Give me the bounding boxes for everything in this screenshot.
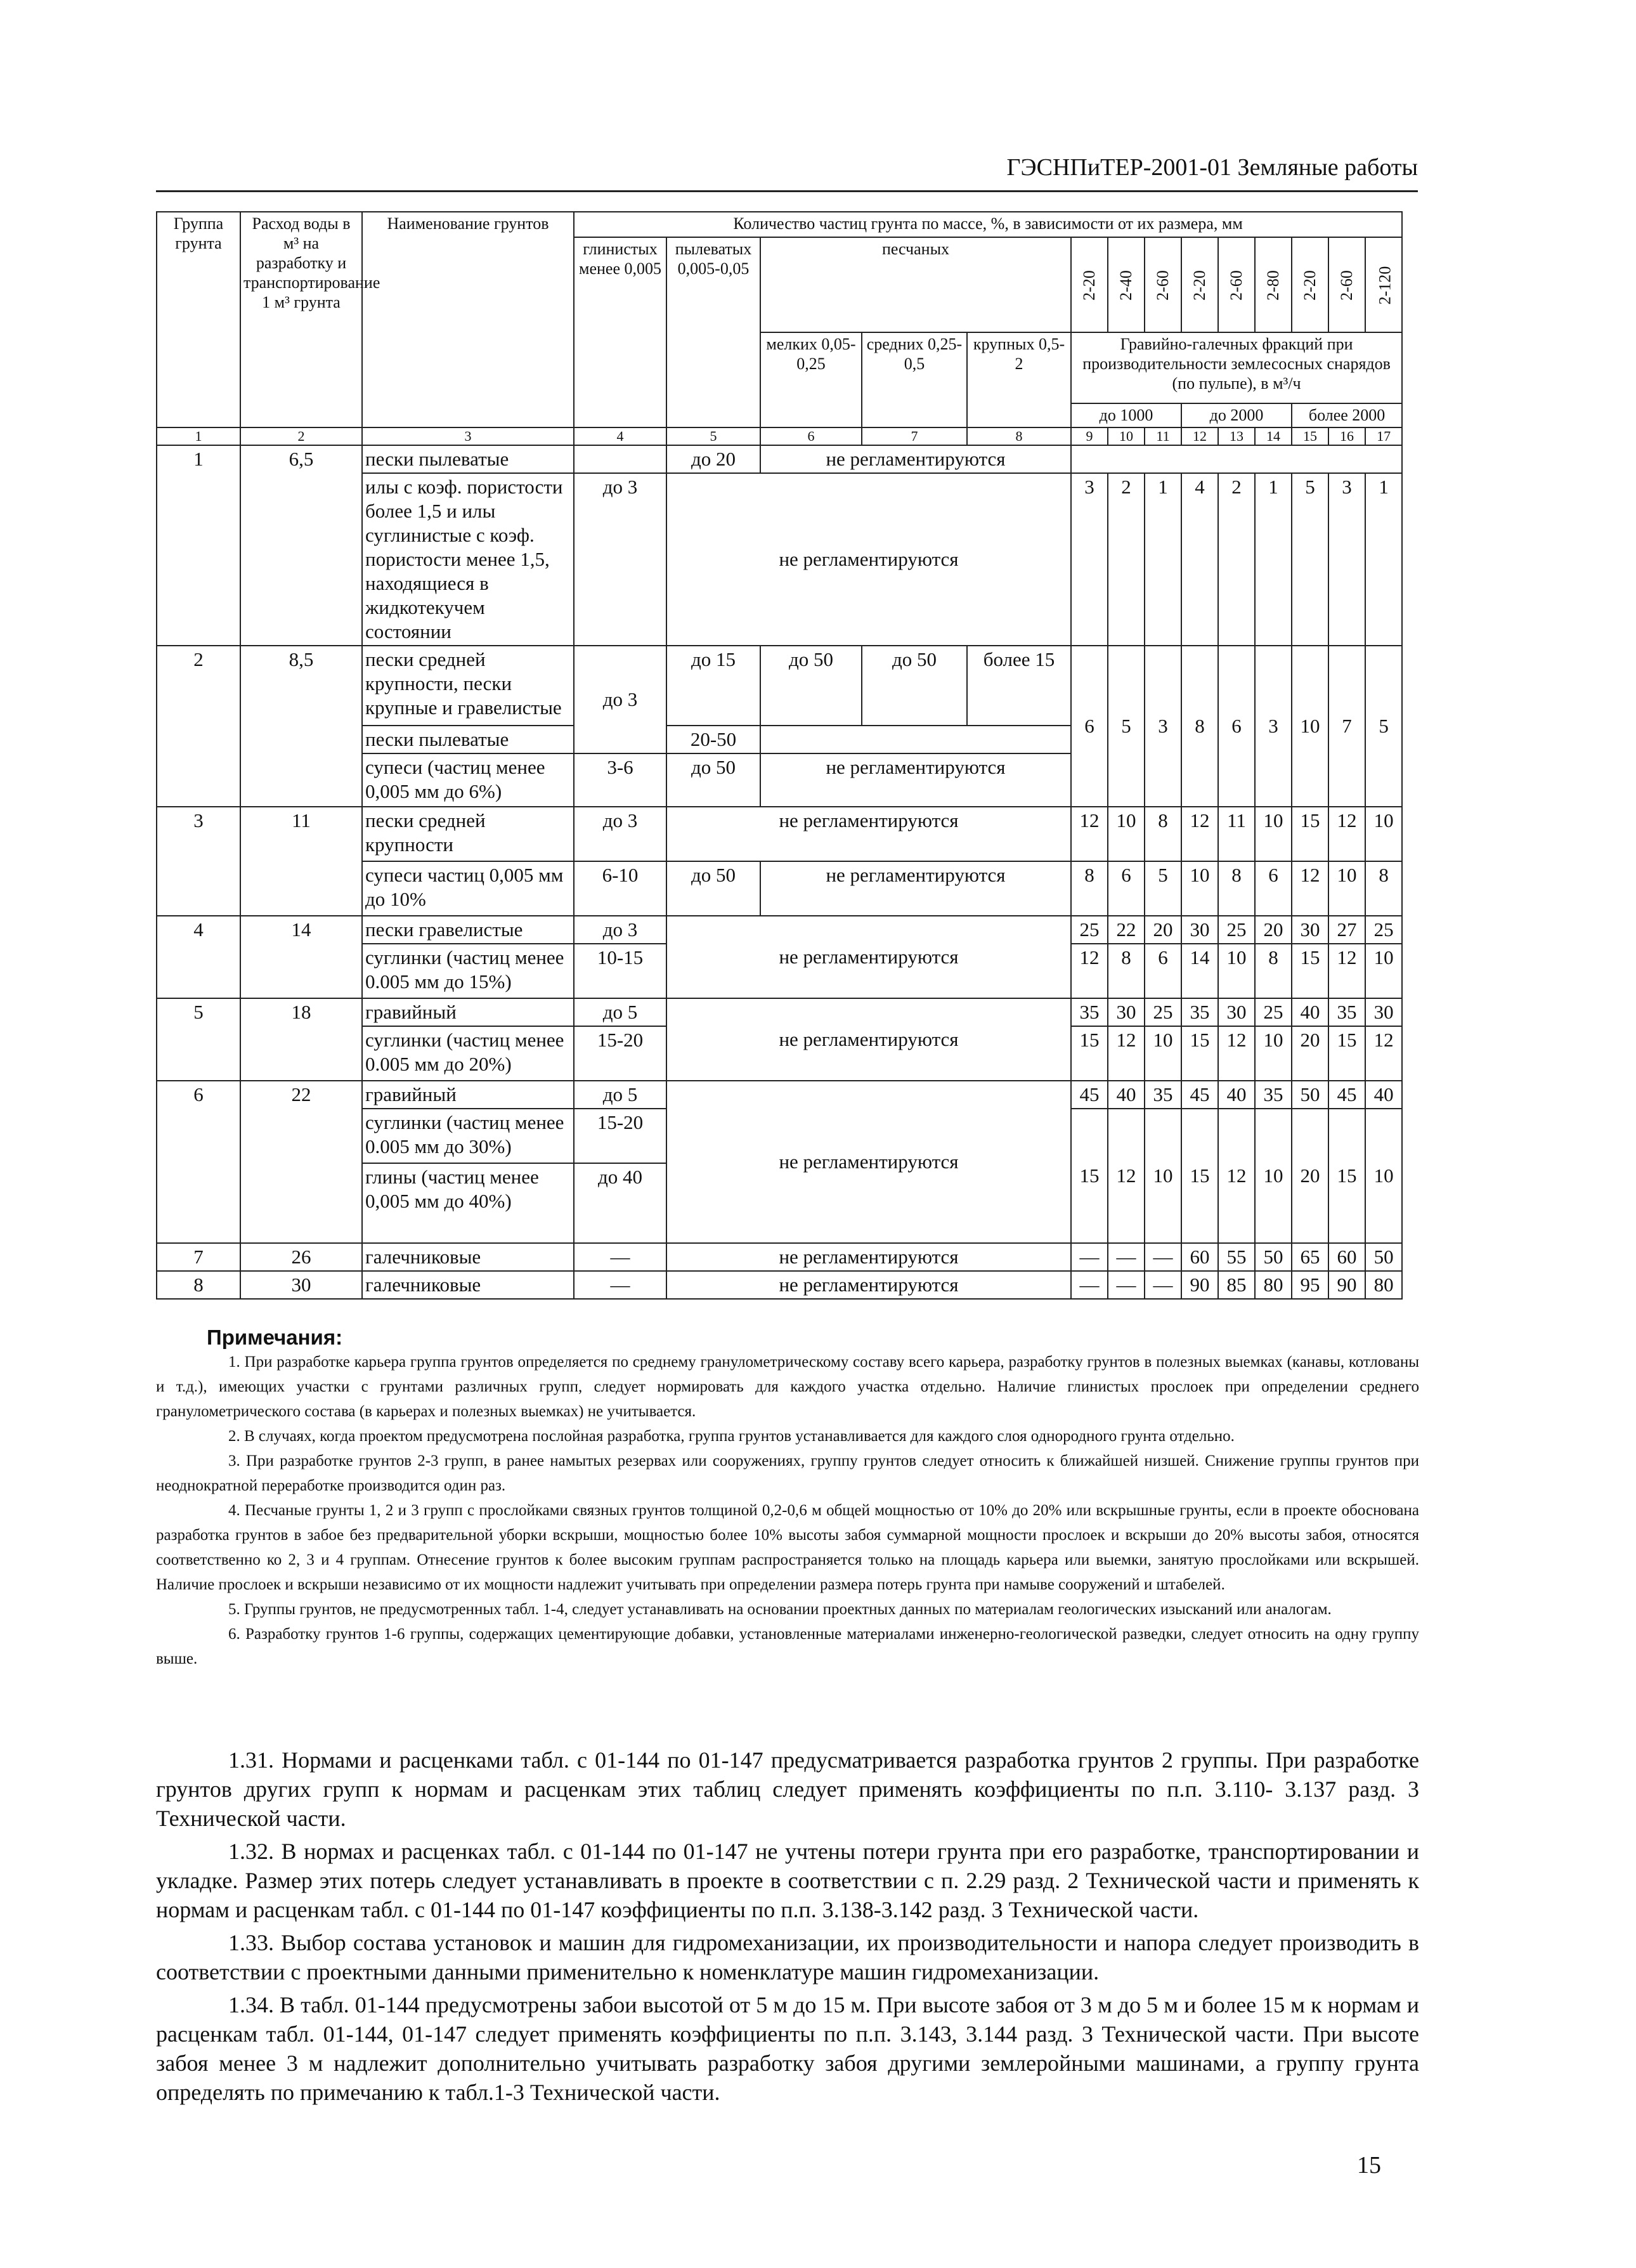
col-number: 14 bbox=[1255, 427, 1292, 445]
cell-coarse: более 15 bbox=[967, 646, 1071, 726]
cell-gravel-value: 15 bbox=[1181, 1026, 1218, 1081]
cell-gravel-value: 45 bbox=[1181, 1081, 1218, 1109]
cell-dust: до 50 bbox=[666, 753, 760, 807]
cell-gravel-value: 10 bbox=[1365, 1109, 1402, 1243]
cell-water: 18 bbox=[240, 998, 362, 1081]
cell-gravel-value: 40 bbox=[1108, 1081, 1145, 1109]
cell-gravel-value: 60 bbox=[1181, 1243, 1218, 1271]
cell-soil-name: галечниковые bbox=[362, 1243, 574, 1271]
cell-dust: до 15 bbox=[666, 646, 760, 726]
cell-not-regulated: не регламентируются bbox=[666, 1081, 1071, 1243]
cell-gravel-value: 1 bbox=[1145, 473, 1181, 646]
cell-gravel-value: 25 bbox=[1071, 916, 1108, 944]
col-number: 4 bbox=[574, 427, 666, 445]
hdr-size: 2-20 bbox=[1292, 237, 1328, 332]
cell-gravel-value: 12 bbox=[1181, 807, 1218, 861]
cell-gravel-value: 20 bbox=[1255, 916, 1292, 944]
hdr-cap: до 2000 bbox=[1181, 403, 1292, 427]
note-item: 1. При разработке карьера группа грунтов определяется по среднему гранулометрическому составу всего карьера, разработку грунтов в полезных выемках (канавы, котлованы и т.д.), имеющих участки с грунтами различных групп, следует нормировать для каждого участка отдельно. Наличие глинистых прослоек при определении среднего гранулометрического состава (в карьерах и полезных выемках) не учитывается. bbox=[156, 1353, 1419, 1420]
cell-gravel-value: 5 bbox=[1145, 861, 1181, 916]
cell-gravel-value: 12 bbox=[1328, 807, 1365, 861]
note-item: 4. Песчаные грунты 1, 2 и 3 групп с прослойками связных грунтов толщиной 0,2-0,6 м общей мощностью от 10% до 20% или вскрышные грунты, если в проекте обоснована разработка грунтов в забое без предварительной уборки вскрыши, мощностью более 10% высоты забоя суммарной мощности прослоек и вскрыши до 20% высоты забоя, относятся соответственно ко 2, 3 и 4 группам. Отнесение грунтов к более высоким группам распространяется только на площадь карьера или выемки, занятую прослойками или вскрышей. Наличие прослоек и вскрыши независимо от их мощности надлежит учитывать при определении размера потерь грунта при намыве сооружений и штабелей. bbox=[156, 1502, 1419, 1593]
col-number: 3 bbox=[362, 427, 574, 445]
cell-gravel-value: 3 bbox=[1071, 473, 1108, 646]
col-number: 2 bbox=[240, 427, 362, 445]
cell-gravel-value: 45 bbox=[1071, 1081, 1108, 1109]
cell-soil-name: гравийный bbox=[362, 998, 574, 1026]
hdr-group: Группа грунта bbox=[157, 212, 240, 427]
cell-gravel-value: 30 bbox=[1108, 998, 1145, 1026]
cell-gravel-value: — bbox=[1108, 1271, 1145, 1299]
hdr-cap: более 2000 bbox=[1292, 403, 1402, 427]
hdr-size: 2-120 bbox=[1365, 237, 1402, 332]
cell-not-regulated: не регламентируются bbox=[760, 861, 1071, 916]
cell-gravel-value: 40 bbox=[1218, 1081, 1255, 1109]
cell-fine: до 50 bbox=[760, 646, 862, 726]
table-row bbox=[157, 1081, 1402, 1109]
cell-not-regulated: не регламентируются bbox=[666, 473, 1071, 646]
cell-gravel-value: 12 bbox=[1218, 1109, 1255, 1243]
cell-soil-name: пески пылеватые bbox=[362, 445, 574, 473]
cell-clay: — bbox=[574, 1271, 666, 1299]
col-number: 17 bbox=[1365, 427, 1402, 445]
cell-gravel-value: 10 bbox=[1255, 807, 1292, 861]
cell-gravel-value: 30 bbox=[1365, 998, 1402, 1026]
cell-group: 3 bbox=[157, 807, 240, 916]
table-row bbox=[157, 807, 1402, 861]
cell-gravel-value: 1 bbox=[1365, 473, 1402, 646]
col-number: 16 bbox=[1328, 427, 1365, 445]
cell-clay: 10-15 bbox=[574, 944, 666, 998]
cell-soil-name: галечниковые bbox=[362, 1271, 574, 1299]
cell-clay: — bbox=[574, 1243, 666, 1271]
table-row bbox=[157, 916, 1402, 944]
hdr-size: 2-60 bbox=[1218, 237, 1255, 332]
cell-gravel-value: 85 bbox=[1218, 1271, 1255, 1299]
cell-gravel-value: 25 bbox=[1145, 998, 1181, 1026]
cell-dust: до 50 bbox=[666, 861, 760, 916]
col-number: 12 bbox=[1181, 427, 1218, 445]
cell-water: 30 bbox=[240, 1271, 362, 1299]
cell-soil-name: илы с коэф. пористости более 1,5 и илы суглинистые с коэф. пористости менее 1,5, находящиеся в жидкотекучем состоянии bbox=[362, 473, 574, 646]
col-number: 10 bbox=[1108, 427, 1145, 445]
cell-water: 14 bbox=[240, 916, 362, 998]
cell-gravel-value: 14 bbox=[1181, 944, 1218, 998]
cell-gravel-value: 15 bbox=[1071, 1026, 1108, 1081]
cell-soil-name: суглинки (частиц менее 0.005 мм до 15%) bbox=[362, 944, 574, 998]
cell-gravel-value: 65 bbox=[1292, 1243, 1328, 1271]
hdr-coarse: крупных 0,5-2 bbox=[967, 332, 1071, 427]
header-title: ГЭСНПиТЕР-2001-01 Земляные работы bbox=[1006, 154, 1418, 181]
cell-gravel-value: 6 bbox=[1071, 646, 1108, 807]
cell-soil-name: супеси (частиц менее 0,005 мм до 6%) bbox=[362, 753, 574, 807]
cell-soil-name: гравийный bbox=[362, 1081, 574, 1109]
hdr-dust: пылеватых 0,005-0,05 bbox=[666, 237, 760, 427]
cell-gravel-value: 8 bbox=[1108, 944, 1145, 998]
cell-gravel-value: 8 bbox=[1218, 861, 1255, 916]
cell-gravel-value: 12 bbox=[1108, 1109, 1145, 1243]
cell-gravel-value: 10 bbox=[1365, 807, 1402, 861]
cell-gravel-value: 6 bbox=[1218, 646, 1255, 807]
cell-gravel-value: 3 bbox=[1145, 646, 1181, 807]
table-row bbox=[157, 445, 1402, 473]
notes-title: Примечания: bbox=[207, 1326, 343, 1349]
cell-gravel-value: 11 bbox=[1218, 807, 1255, 861]
cell-clay: до 5 bbox=[574, 1081, 666, 1109]
cell-gravel-value: 90 bbox=[1328, 1271, 1365, 1299]
cell-gravel-value: 5 bbox=[1292, 473, 1328, 646]
cell-gravel-value: 27 bbox=[1328, 916, 1365, 944]
cell-gravel-value: 12 bbox=[1071, 944, 1108, 998]
cell-gravel-value: 90 bbox=[1181, 1271, 1218, 1299]
cell-gravel-value: 8 bbox=[1145, 807, 1181, 861]
note-item: 3. При разработке грунтов 2-3 групп, в ранее намытых резервах или сооружениях, группу грунтов следует относить к ближайшей низшей. Снижение группы грунтов при неоднократной переработке производится один раз. bbox=[156, 1452, 1419, 1494]
cell-soil-name: суглинки (частиц менее 0.005 мм до 20%) bbox=[362, 1026, 574, 1081]
cell-group: 8 bbox=[157, 1271, 240, 1299]
table-row bbox=[157, 1243, 1402, 1271]
cell-water: 22 bbox=[240, 1081, 362, 1243]
cell-not-regulated: не регламентируются bbox=[760, 445, 1071, 473]
cell-gravel-value: 6 bbox=[1108, 861, 1145, 916]
hdr-medium: средних 0,25-0,5 bbox=[862, 332, 967, 427]
cell-not-regulated: не регламентируются bbox=[666, 807, 1071, 861]
cell-gravel-value: 10 bbox=[1292, 646, 1328, 807]
cell-gravel-value: — bbox=[1145, 1243, 1181, 1271]
cell-soil-name: глины (частиц менее 0,005 мм до 40%) bbox=[362, 1163, 574, 1243]
cell-gravel-value: 30 bbox=[1181, 916, 1218, 944]
hdr-size: 2-20 bbox=[1181, 237, 1218, 332]
cell-gravel-value: 20 bbox=[1292, 1109, 1328, 1243]
cell-gravel-value: 30 bbox=[1218, 998, 1255, 1026]
cell-gravel-value: 5 bbox=[1108, 646, 1145, 807]
cell-gravel-value: 35 bbox=[1071, 998, 1108, 1026]
cell-clay: до 40 bbox=[574, 1163, 666, 1243]
cell-clay: 15-20 bbox=[574, 1026, 666, 1081]
cell-gravel-value: 40 bbox=[1292, 998, 1328, 1026]
col-number: 5 bbox=[666, 427, 760, 445]
cell-gravel-value: 7 bbox=[1328, 646, 1365, 807]
cell-gravel-value: 25 bbox=[1218, 916, 1255, 944]
cell-gravel-value: 25 bbox=[1255, 998, 1292, 1026]
cell-gravel-value: 10 bbox=[1255, 1109, 1292, 1243]
cell-clay: до 3 bbox=[574, 473, 666, 646]
soil-groups-table bbox=[156, 211, 1403, 1300]
cell-gravel-value: 15 bbox=[1292, 807, 1328, 861]
col-number: 15 bbox=[1292, 427, 1328, 445]
cell-gravel-value: 12 bbox=[1328, 944, 1365, 998]
col-number: 11 bbox=[1145, 427, 1181, 445]
cell-gravel-value: 2 bbox=[1218, 473, 1255, 646]
cell-gravel-value: — bbox=[1071, 1271, 1108, 1299]
table-row bbox=[157, 998, 1402, 1026]
cell-gravel-value: 12 bbox=[1071, 807, 1108, 861]
cell-group: 7 bbox=[157, 1243, 240, 1271]
paragraph: 1.34. В табл. 01-144 предусмотрены забои высотой от 5 м до 15 м. При высоте забоя от 3 м до 5 м и более 15 м к нормам и расценкам табл. 01-144, 01-147 следует применять коэффициенты по п.п. 3.143, 3.144 разд. 3 Технической части. При высоте забоя менее 3 м надлежит дополнительно учитывать разработку забоя другими землеройными машинами, а группу грунта определять по примечанию к табл.1-3 Технической части. bbox=[156, 1992, 1419, 2105]
col-number: 13 bbox=[1218, 427, 1255, 445]
cell-group: 1 bbox=[157, 445, 240, 646]
cell-soil-name: пески гравелистые bbox=[362, 916, 574, 944]
cell-group: 6 bbox=[157, 1081, 240, 1243]
cell-not-regulated: не регламентируются bbox=[666, 916, 1071, 998]
paragraph: 1.33. Выбор состава установок и машин для гидромеханизации, их производительности и напора следует производить в соответствии с проектными данными применительно к номенклатуре машин гидромеханизации. bbox=[156, 1930, 1419, 1984]
cell-gravel-value: 12 bbox=[1292, 861, 1328, 916]
cell-not-regulated: не регламентируются bbox=[666, 1271, 1071, 1299]
paragraph: 1.31. Нормами и расценками табл. с 01-144 по 01-147 предусматривается разработка грунтов 2 группы. При разработке грунтов других групп к нормам и расценкам этих таблиц следует применять коэффициенты по п.п. 3.110- 3.137 разд. 3 Технической части. bbox=[156, 1747, 1419, 1831]
cell-clay: до 3 bbox=[574, 807, 666, 861]
cell-gravel-value: 25 bbox=[1365, 916, 1402, 944]
cell-soil-name: пески пылеватые bbox=[362, 726, 574, 753]
cell-gravel-value: 10 bbox=[1218, 944, 1255, 998]
cell-gravel-value: 3 bbox=[1255, 646, 1292, 807]
hdr-size: 2-20 bbox=[1071, 237, 1108, 332]
cell-group: 2 bbox=[157, 646, 240, 807]
hdr-size: 2-60 bbox=[1145, 237, 1181, 332]
cell-not-regulated: не регламентируются bbox=[760, 753, 1071, 807]
cell-clay: 3-6 bbox=[574, 753, 666, 807]
cell-not-regulated: не регламентируются bbox=[666, 1243, 1071, 1271]
note-item: 5. Группы грунтов, не предусмотренных табл. 1-4, следует устанавливать на основании проектных данных по материалам геологических изысканий или аналогам. bbox=[228, 1601, 1332, 1618]
hdr-cap: до 1000 bbox=[1071, 403, 1181, 427]
cell-gravel-value: 15 bbox=[1071, 1109, 1108, 1243]
paragraph: 1.32. В нормах и расценках табл. с 01-144 по 01-147 не учтены потери грунта при его разработке, транспортировании и укладке. Размер этих потерь следует устанавливать в проекте в соответствии с п. 2.29 разд. 2 Технической части и применять к нормам и расценкам табл. с 01-144 по 01-147 коэффициенты по п.п. 3.138-3.142 разд. 3 Технической части. bbox=[156, 1839, 1419, 1922]
cell-gravel-value: 10 bbox=[1255, 1026, 1292, 1081]
cell-gravel-value: 6 bbox=[1145, 944, 1181, 998]
cell-gravel-value: 10 bbox=[1145, 1026, 1181, 1081]
note-item: 2. В случаях, когда проектом предусмотрена послойная разработка, группа грунтов устанавливается для каждого слоя однородного грунта отдельно. bbox=[228, 1428, 1235, 1445]
cell-gravel-value: 20 bbox=[1292, 1026, 1328, 1081]
cell-gravel-value: 30 bbox=[1292, 916, 1328, 944]
cell-gravel-value: 12 bbox=[1218, 1026, 1255, 1081]
cell-gravel-value: 10 bbox=[1328, 861, 1365, 916]
col-number: 8 bbox=[967, 427, 1071, 445]
cell-gravel-value: 45 bbox=[1328, 1081, 1365, 1109]
table-row bbox=[157, 646, 1402, 726]
hdr-size: 2-40 bbox=[1108, 237, 1145, 332]
cell-gravel-value: 35 bbox=[1255, 1081, 1292, 1109]
cell-water: 26 bbox=[240, 1243, 362, 1271]
cell-gravel-value: 55 bbox=[1218, 1243, 1255, 1271]
cell-gravel-value: 22 bbox=[1108, 916, 1145, 944]
cell-dust: 20-50 bbox=[666, 726, 760, 753]
hdr-sand: песчаных bbox=[760, 237, 1071, 332]
cell-gravel-value: — bbox=[1108, 1243, 1145, 1271]
hdr-name: Наименование грунтов bbox=[362, 212, 574, 427]
cell-gravel-value: 50 bbox=[1292, 1081, 1328, 1109]
hdr-fine: мелких 0,05-0,25 bbox=[760, 332, 862, 427]
cell-gravel-value: 8 bbox=[1365, 861, 1402, 916]
cell-gravel-value: 10 bbox=[1145, 1109, 1181, 1243]
cell-gravel-value: 35 bbox=[1328, 998, 1365, 1026]
cell-water: 6,5 bbox=[240, 445, 362, 646]
cell-gravel-value: 12 bbox=[1108, 1026, 1145, 1081]
hdr-size: 2-60 bbox=[1328, 237, 1365, 332]
page-header bbox=[156, 151, 1418, 192]
cell-clay: 6-10 bbox=[574, 861, 666, 916]
cell-gravel-value: 15 bbox=[1292, 944, 1328, 998]
hdr-size: 2-80 bbox=[1255, 237, 1292, 332]
cell-gravel-value: 8 bbox=[1181, 646, 1218, 807]
cell-gravel-value: 10 bbox=[1181, 861, 1218, 916]
cell-gravel-value: 4 bbox=[1181, 473, 1218, 646]
cell-gravel-value: 3 bbox=[1328, 473, 1365, 646]
note-item: 6. Разработку грунтов 1-6 группы, содержащих цементирующие добавки, установленные материалами инженерно-геологической разведки, следует относить на одну группу выше. bbox=[156, 1626, 1419, 1667]
cell-gravel-value: 95 bbox=[1292, 1271, 1328, 1299]
cell-dust: до 20 bbox=[666, 445, 760, 473]
cell-gravel-value: 20 bbox=[1145, 916, 1181, 944]
cell-group: 4 bbox=[157, 916, 240, 998]
cell-gravel-value: 40 bbox=[1365, 1081, 1402, 1109]
cell-soil-name: супеси частиц 0,005 мм до 10% bbox=[362, 861, 574, 916]
hdr-water: Расход воды в м³ на разработку и транспортирование 1 м³ грунта bbox=[240, 212, 362, 427]
table-row bbox=[157, 1271, 1402, 1299]
cell-gravel-value: 50 bbox=[1255, 1243, 1292, 1271]
cell-gravel-value: — bbox=[1071, 1243, 1108, 1271]
cell-gravel-value: 10 bbox=[1108, 807, 1145, 861]
cell-gravel-value: 80 bbox=[1365, 1271, 1402, 1299]
cell-gravel-value: 2 bbox=[1108, 473, 1145, 646]
cell-gravel-value: 6 bbox=[1255, 861, 1292, 916]
cell-clay: до 3 bbox=[574, 916, 666, 944]
cell-gravel-value: 10 bbox=[1365, 944, 1402, 998]
cell-soil-name: пески средней крупности bbox=[362, 807, 574, 861]
cell-clay: до 5 bbox=[574, 998, 666, 1026]
cell-soil-name: суглинки (частиц менее 0.005 мм до 30%) bbox=[362, 1109, 574, 1163]
cell-gravel-value: — bbox=[1145, 1271, 1181, 1299]
cell-gravel-value: 5 bbox=[1365, 646, 1402, 807]
cell-gravel-value: 15 bbox=[1181, 1109, 1218, 1243]
cell-gravel-value: 12 bbox=[1365, 1026, 1402, 1081]
cell-group: 5 bbox=[157, 998, 240, 1081]
hdr-gravel: Гравийно-галечных фракций при производительности землесосных снарядов (по пульпе), в м³/ч bbox=[1071, 332, 1402, 403]
hdr-clay: глинистых менее 0,005 bbox=[574, 237, 666, 427]
cell-gravel-value: 35 bbox=[1181, 998, 1218, 1026]
cell-gravel-value: 8 bbox=[1071, 861, 1108, 916]
cell-clay: 15-20 bbox=[574, 1109, 666, 1163]
body-text bbox=[156, 1745, 1419, 2111]
cell-water: 8,5 bbox=[240, 646, 362, 807]
hdr-particles: Количество частиц грунта по массе, %, в зависимости от их размера, мм bbox=[574, 212, 1402, 237]
cell-gravel-value: 60 bbox=[1328, 1243, 1365, 1271]
cell-medium: до 50 bbox=[862, 646, 967, 726]
col-number: 9 bbox=[1071, 427, 1108, 445]
cell-gravel-value: 35 bbox=[1145, 1081, 1181, 1109]
cell-gravel-value: 80 bbox=[1255, 1271, 1292, 1299]
cell-gravel-value: 8 bbox=[1255, 944, 1292, 998]
cell-gravel-value: 50 bbox=[1365, 1243, 1402, 1271]
col-number: 1 bbox=[157, 427, 240, 445]
col-number: 6 bbox=[760, 427, 862, 445]
cell-gravel-value: 15 bbox=[1328, 1109, 1365, 1243]
cell-gravel-value: 15 bbox=[1328, 1026, 1365, 1081]
cell-soil-name: пески средней крупности, пески крупные и гравелистые bbox=[362, 646, 574, 726]
cell-water: 11 bbox=[240, 807, 362, 916]
col-number: 7 bbox=[862, 427, 967, 445]
cell-not-regulated: не регламентируются bbox=[666, 998, 1071, 1081]
notes-section bbox=[156, 1326, 1419, 1671]
cell-gravel-value: 1 bbox=[1255, 473, 1292, 646]
page-number: 15 bbox=[1357, 2152, 1381, 2179]
cell-clay: до 3 bbox=[574, 646, 666, 753]
